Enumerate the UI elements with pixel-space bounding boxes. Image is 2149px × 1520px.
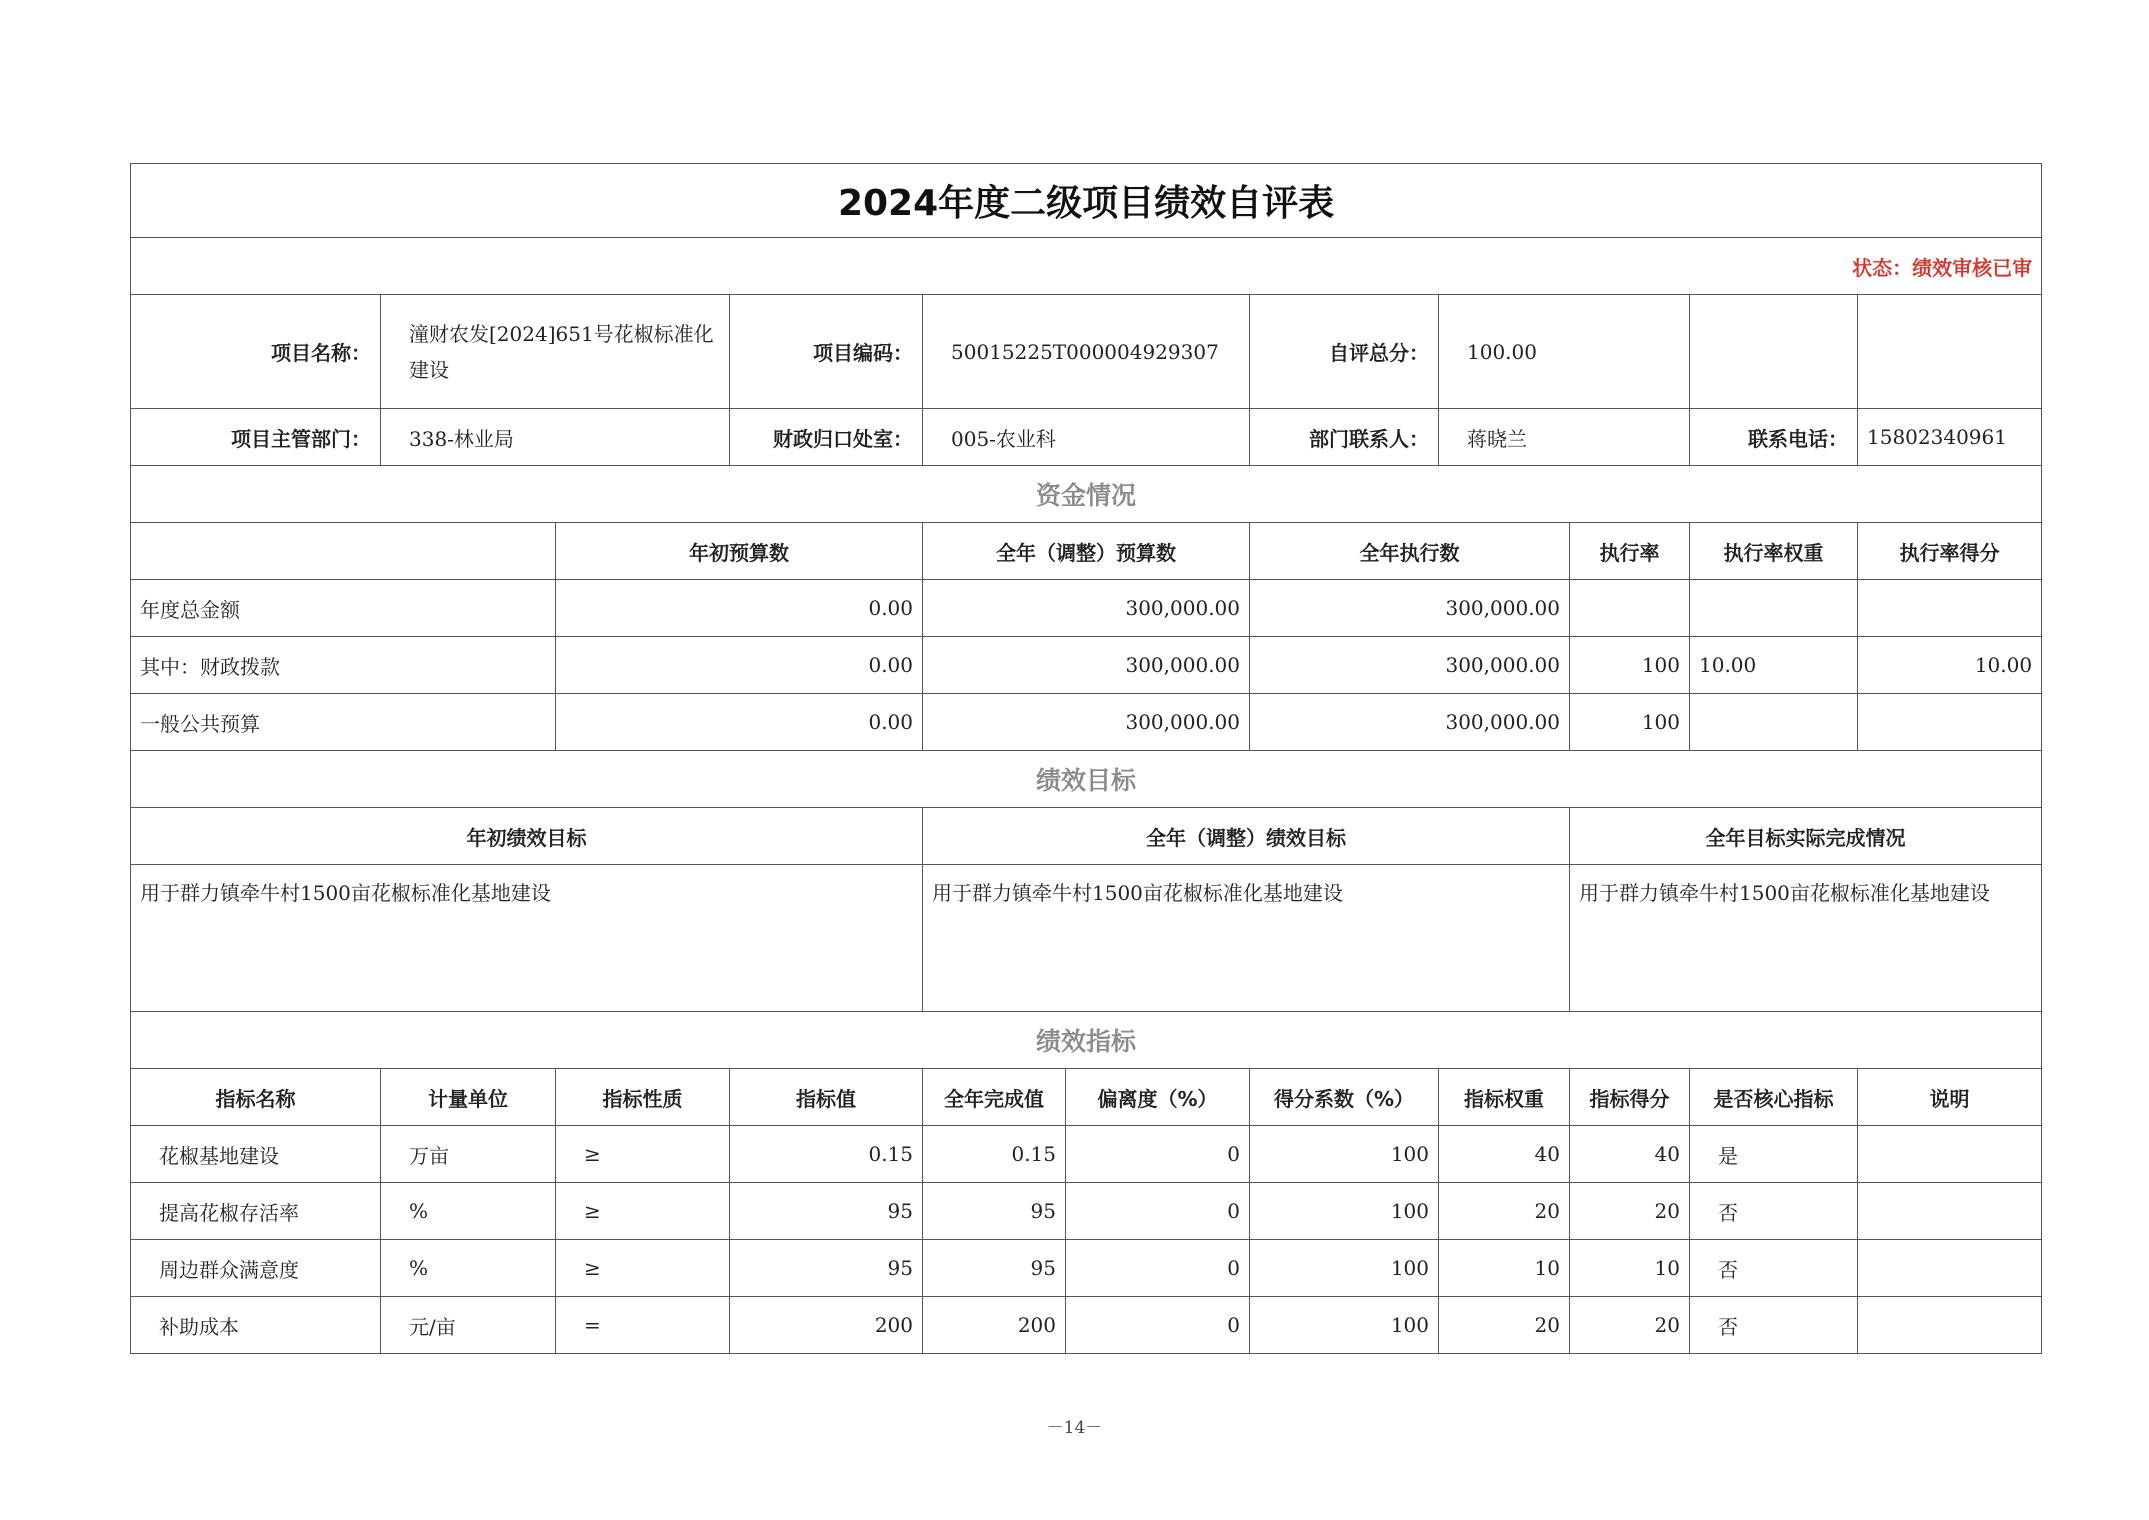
self-score-label: 自评总分： [1250, 295, 1439, 409]
fund-score [1858, 694, 2042, 751]
fund-weight [1690, 694, 1858, 751]
ind-core: 否 [1690, 1183, 1858, 1240]
col-header: 年初绩效目标 [131, 808, 923, 865]
goal-actual: 用于群力镇牵牛村1500亩花椒标准化基地建设 [1570, 865, 2042, 1012]
ind-score: 20 [1570, 1183, 1690, 1240]
phone-label: 联系电话： [1690, 409, 1858, 466]
fund-row-label: 年度总金额 [131, 580, 556, 637]
office-value: 005-农业科 [923, 409, 1250, 466]
ind-deviation: 0 [1066, 1297, 1250, 1354]
col-header: 全年完成值 [923, 1069, 1066, 1126]
fund-rate: 100 [1570, 637, 1690, 694]
fund-row-label: 一般公共预算 [131, 694, 556, 751]
project-name-value: 潼财农发[2024]651号花椒标准化建设 [381, 295, 730, 409]
contact-label: 部门联系人： [1250, 409, 1439, 466]
fund-score [1858, 580, 2042, 637]
ind-target: 0.15 [730, 1126, 923, 1183]
phone-value: 15802340961 [1858, 409, 2042, 466]
empty-cell [1690, 295, 1858, 409]
project-code-value: 50015225T000004929307 [923, 295, 1250, 409]
fund-executed: 300,000.00 [1250, 637, 1570, 694]
ind-weight: 10 [1439, 1240, 1570, 1297]
contact-value: 蒋晓兰 [1439, 409, 1690, 466]
table-row [131, 1126, 2042, 1183]
col-header: 执行率得分 [1858, 523, 2042, 580]
ind-target: 95 [730, 1240, 923, 1297]
page-number: －14－ [1046, 1418, 1103, 1438]
col-header: 指标值 [730, 1069, 923, 1126]
ind-nature: ≥ [556, 1126, 730, 1183]
fund-weight [1690, 580, 1858, 637]
ind-unit: 元/亩 [381, 1297, 556, 1354]
ind-weight: 40 [1439, 1126, 1570, 1183]
ind-core: 是 [1690, 1126, 1858, 1183]
fund-adjusted: 300,000.00 [923, 637, 1250, 694]
ind-name: 提高花椒存活率 [131, 1183, 381, 1240]
col-header: 指标权重 [1439, 1069, 1570, 1126]
ind-nature: = [556, 1297, 730, 1354]
self-score-value: 100.00 [1439, 295, 1690, 409]
section-indicators: 绩效指标 [131, 1012, 2042, 1069]
ind-unit: % [381, 1183, 556, 1240]
ind-nature: ≥ [556, 1183, 730, 1240]
ind-coef: 100 [1250, 1297, 1439, 1354]
ind-target: 200 [730, 1297, 923, 1354]
ind-coef: 100 [1250, 1183, 1439, 1240]
col-header: 指标名称 [131, 1069, 381, 1126]
ind-coef: 100 [1250, 1240, 1439, 1297]
col-header: 全年执行数 [1250, 523, 1570, 580]
col-header: 得分系数（%） [1250, 1069, 1439, 1126]
ind-note [1858, 1240, 2042, 1297]
fund-initial: 0.00 [556, 637, 923, 694]
ind-name: 花椒基地建设 [131, 1126, 381, 1183]
table-row [131, 637, 2042, 694]
col-header: 计量单位 [381, 1069, 556, 1126]
performance-evaluation-table [130, 163, 2042, 1354]
ind-score: 20 [1570, 1297, 1690, 1354]
ind-deviation: 0 [1066, 1126, 1250, 1183]
ind-actual: 0.15 [923, 1126, 1066, 1183]
ind-nature: ≥ [556, 1240, 730, 1297]
fund-executed: 300,000.00 [1250, 694, 1570, 751]
col-header: 说明 [1858, 1069, 2042, 1126]
dept-value: 338-林业局 [381, 409, 730, 466]
office-label: 财政归口处室： [730, 409, 923, 466]
fund-adjusted: 300,000.00 [923, 694, 1250, 751]
fund-weight: 10.00 [1690, 637, 1858, 694]
ind-actual: 95 [923, 1240, 1066, 1297]
fund-executed: 300,000.00 [1250, 580, 1570, 637]
col-header: 偏离度（%） [1066, 1069, 1250, 1126]
col-header: 指标性质 [556, 1069, 730, 1126]
col-header: 执行率 [1570, 523, 1690, 580]
section-goals: 绩效目标 [131, 751, 2042, 808]
ind-weight: 20 [1439, 1183, 1570, 1240]
empty-cell [131, 523, 556, 580]
fund-score: 10.00 [1858, 637, 2042, 694]
table-row [131, 580, 2042, 637]
goal-initial: 用于群力镇牵牛村1500亩花椒标准化基地建设 [131, 865, 923, 1012]
ind-target: 95 [730, 1183, 923, 1240]
ind-core: 否 [1690, 1240, 1858, 1297]
ind-score: 40 [1570, 1126, 1690, 1183]
table-row [131, 1183, 2042, 1240]
ind-actual: 200 [923, 1297, 1066, 1354]
ind-coef: 100 [1250, 1126, 1439, 1183]
col-header: 年初预算数 [556, 523, 923, 580]
col-header: 执行率权重 [1690, 523, 1858, 580]
ind-name: 周边群众满意度 [131, 1240, 381, 1297]
fund-adjusted: 300,000.00 [923, 580, 1250, 637]
table-row [131, 694, 2042, 751]
fund-rate: 100 [1570, 694, 1690, 751]
ind-core: 否 [1690, 1297, 1858, 1354]
fund-row-label: 其中：财政拨款 [131, 637, 556, 694]
col-header: 全年（调整）绩效目标 [923, 808, 1570, 865]
ind-weight: 20 [1439, 1297, 1570, 1354]
fund-rate [1570, 580, 1690, 637]
project-name-label: 项目名称： [131, 295, 381, 409]
ind-name: 补助成本 [131, 1297, 381, 1354]
empty-cell [1858, 295, 2042, 409]
ind-deviation: 0 [1066, 1183, 1250, 1240]
ind-note [1858, 1183, 2042, 1240]
page-title: 2024年度二级项目绩效自评表 [131, 164, 2042, 238]
dept-label: 项目主管部门： [131, 409, 381, 466]
table-row [131, 1240, 2042, 1297]
section-funds: 资金情况 [131, 466, 2042, 523]
col-header: 全年（调整）预算数 [923, 523, 1250, 580]
project-code-label: 项目编码： [730, 295, 923, 409]
col-header: 指标得分 [1570, 1069, 1690, 1126]
ind-score: 10 [1570, 1240, 1690, 1297]
ind-unit: 万亩 [381, 1126, 556, 1183]
fund-initial: 0.00 [556, 694, 923, 751]
ind-note [1858, 1297, 2042, 1354]
goal-adjusted: 用于群力镇牵牛村1500亩花椒标准化基地建设 [923, 865, 1570, 1012]
table-row [131, 1297, 2042, 1354]
ind-deviation: 0 [1066, 1240, 1250, 1297]
ind-unit: % [381, 1240, 556, 1297]
status-badge: 状态：绩效审核已审 [131, 238, 2042, 295]
ind-note [1858, 1126, 2042, 1183]
ind-actual: 95 [923, 1183, 1066, 1240]
col-header: 全年目标实际完成情况 [1570, 808, 2042, 865]
fund-initial: 0.00 [556, 580, 923, 637]
col-header: 是否核心指标 [1690, 1069, 1858, 1126]
